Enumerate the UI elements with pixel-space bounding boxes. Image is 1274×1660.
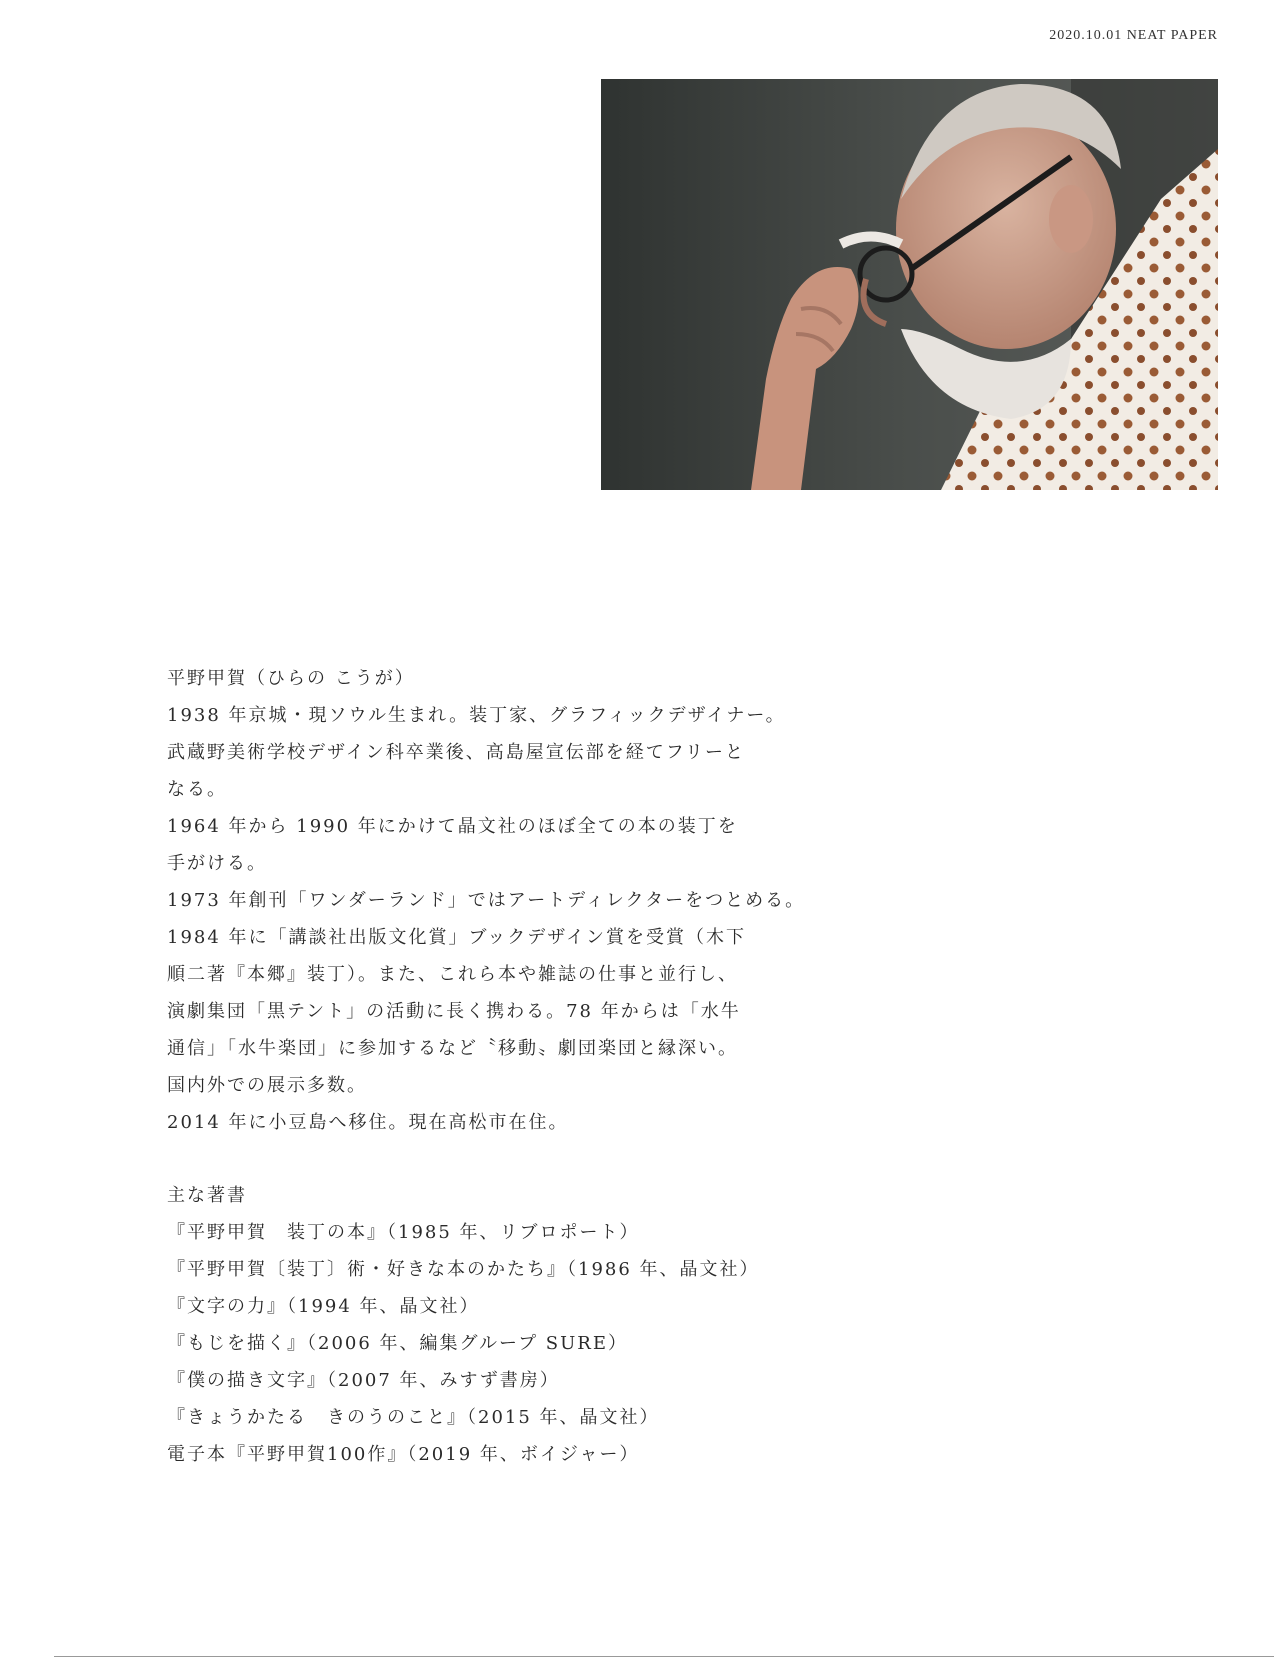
bio-line: 1938 年京城・現ソウル生まれ。装丁家、グラフィックデザイナー。: [167, 705, 786, 726]
works-item: 『もじを描く』（2006 年、編集グループ SURE）: [167, 1333, 629, 1354]
bio-line: 通信」「水牛楽団」に参加するなど〝移動〟劇団楽団と縁深い。: [167, 1038, 738, 1059]
works-title: 主な著書: [167, 1185, 247, 1206]
bio-line: 武蔵野美術学校デザイン科卒業後、高島屋宣伝部を経てフリーと: [167, 742, 746, 763]
footer-divider: [54, 1656, 1274, 1657]
works-item: 電子本『平野甲賀100作』（2019 年、ボイジャー）: [167, 1444, 640, 1465]
bio-line: なる。: [167, 779, 227, 800]
bio-line: 2014 年に小豆島へ移住。現在高松市在住。: [167, 1112, 569, 1133]
works-item: 『平野甲賀〔装丁〕術・好きな本のかたち』（1986 年、晶文社）: [167, 1259, 760, 1280]
major-works: [167, 1177, 767, 1473]
bio-line: 手がける。: [167, 853, 267, 874]
portrait-photo: [601, 79, 1218, 490]
bio-name: 平野甲賀（ひらの こうが）: [167, 668, 415, 689]
works-item: 『きょうかたる きのうのこと』（2015 年、晶文社）: [167, 1407, 660, 1428]
bio-line: 順二著『本郷』装丁）。また、これら本や雑誌の仕事と並行し、: [167, 964, 738, 985]
works-item: 『平野甲賀 装丁の本』（1985 年、リブロポート）: [167, 1222, 640, 1243]
works-list: [167, 1214, 767, 1473]
bio-line: 1984 年に「講談社出版文化賞」ブックデザイン賞を受賞（木下: [167, 927, 747, 948]
bio-line: 1964 年から 1990 年にかけて晶文社のほぼ全ての本の装丁を: [167, 816, 738, 837]
bio-line: 1973 年創刊「ワンダーランド」ではアートディレクターをつとめる。: [167, 890, 806, 911]
biography: [167, 660, 806, 1141]
bio-line: 演劇集団「黒テント」の活動に長く携わる。78 年からは「水牛: [167, 1001, 741, 1022]
header-date: 2020.10.01 NEAT PAPER: [1049, 28, 1218, 43]
works-item: 『僕の描き文字』（2007 年、みすず書房）: [167, 1370, 560, 1391]
bio-line: 国内外での展示多数。: [167, 1075, 367, 1096]
works-item: 『文字の力』（1994 年、晶文社）: [167, 1296, 480, 1317]
